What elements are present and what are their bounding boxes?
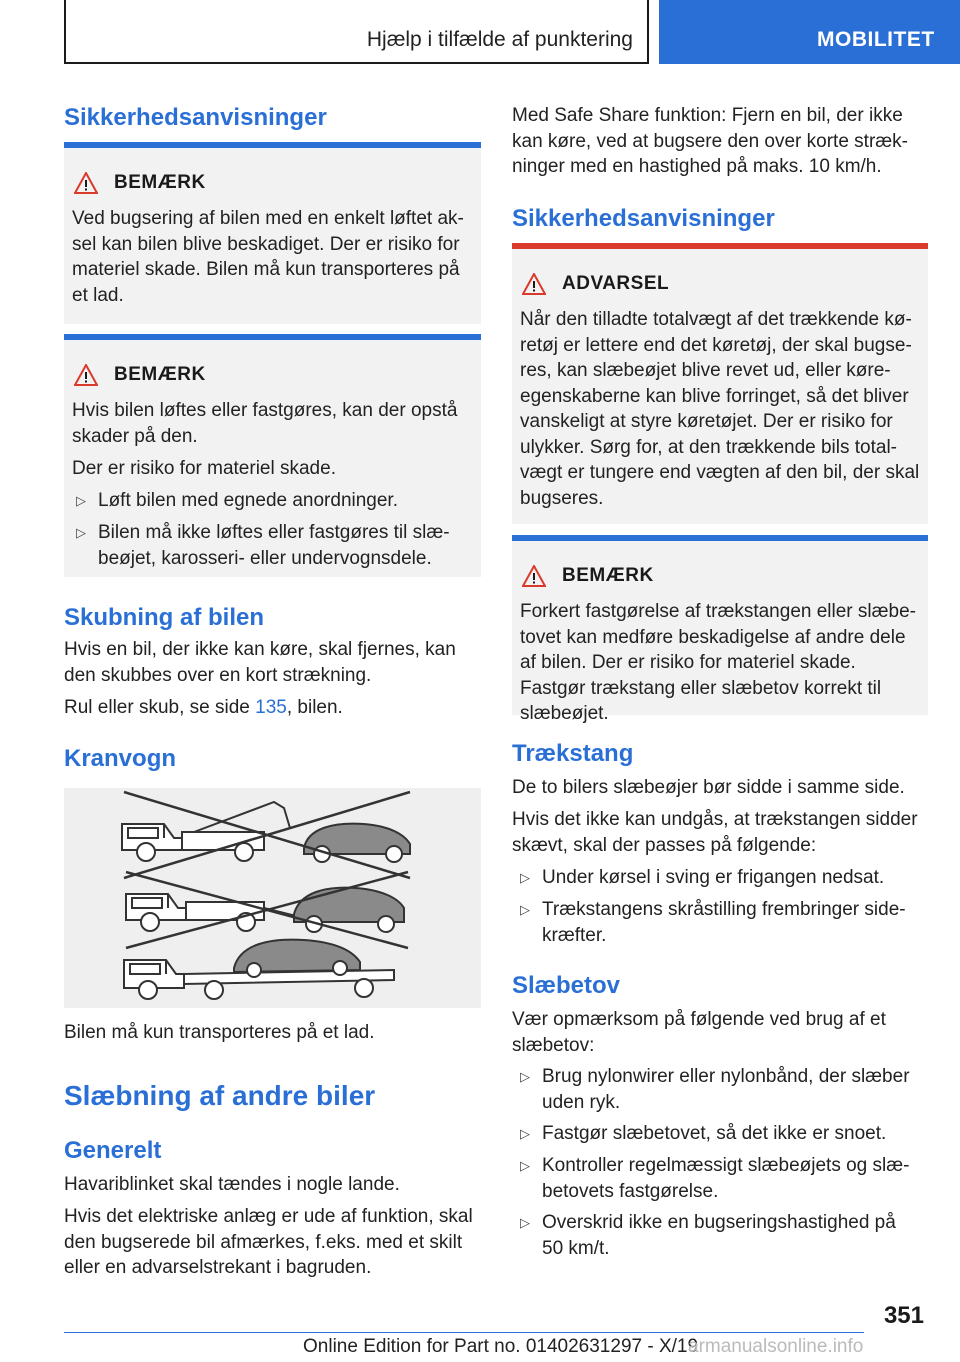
note-box-1-header <box>74 170 206 196</box>
note-box-3-text: Forkert fastgørelse af trækstangen eller slæbe-tovet kan medføre beskadigelse af andre dele af bilen. Der er risiko for materiel skade. Fastgør trækstang eller slæbetov korrekt til slæbeøjet. <box>520 601 916 724</box>
triangle-right-icon: ▷ <box>76 493 86 508</box>
footer-divider <box>64 1332 864 1333</box>
push-text-2: Rul eller skub, se side 135, bilen. <box>64 697 343 718</box>
triangle-right-icon: ▷ <box>520 902 530 917</box>
warning-triangle-icon <box>74 364 98 386</box>
note-box-1 <box>64 142 481 324</box>
list-item: ▷ Kontroller regelmæssigt slæbeøjets og slæ-betovets fastgørelse. <box>520 1155 910 1202</box>
warning-triangle-icon <box>522 273 546 295</box>
heading-tow-bar: Trækstang <box>512 740 634 767</box>
list-item: ▷ Løft bilen med egnede anordninger. <box>68 488 468 514</box>
triangle-right-icon: ▷ <box>520 870 530 885</box>
warning-box <box>512 243 928 524</box>
chapter-title: Hjælp i tilfælde af punktering <box>366 28 633 51</box>
heading-crane: Kranvogn <box>64 745 177 772</box>
heading-general: Generelt <box>64 1137 162 1164</box>
list-item: ▷ Fastgør slæbetovet, så det ikke er snoet. <box>512 1121 922 1147</box>
list-item: ▷ Brug nylonwirer eller nylonbånd, der slæber uden ryk. <box>520 1066 910 1113</box>
tow-truck-figure <box>64 788 481 1008</box>
crane-caption: Bilen må kun transporteres på et lad. <box>64 1022 375 1043</box>
general-text-2: Hvis det elektriske anlæg er ude af funktion, skal den bugserede bil afmærkes, f.eks. med et skilt eller en advarselstrekant i bagruden. <box>64 1206 473 1278</box>
section-tab <box>659 0 960 64</box>
note-box-1-label: BEMÆRK <box>114 172 206 193</box>
heading-tow-rope: Slæbetov <box>512 972 621 999</box>
heading-push: Skubning af bilen <box>64 604 265 631</box>
list-item: ▷ Overskrid ikke en bugseringshastighed på 50 km/t. <box>520 1212 896 1259</box>
triangle-right-icon: ▷ <box>520 1215 530 1230</box>
triangle-right-icon: ▷ <box>520 1069 530 1084</box>
warning-box-text: Når den tilladte totalvægt af det trækkende kø-retøj er lettere end det køretøj, der skal bugse-res, kan slæbeøjet blive revet ud, eller køre-egenskaberne kan blive forringet, så det bliver vanskeligt at styre køretøjet. Der er risiko for ulykker. Sørg for, at den trækkende bils total-vægt er tungere end vægten af den bil, der skal bugseres. <box>520 309 920 509</box>
header-frame <box>64 0 649 64</box>
push-text-1: Hvis en bil, der ikke kan køre, skal fjernes, kan den skubbes over en kort strækning. <box>64 639 456 686</box>
general-text-1: Havariblinket skal tændes i nogle lande. <box>64 1174 400 1195</box>
heading-safety-right: Sikkerhedsanvisninger <box>512 205 775 232</box>
tow-bar-text-1: De to bilers slæbeøjer bør sidde i samme side. <box>512 777 905 798</box>
safe-share-text: Med Safe Share funktion: Fjern en bil, der ikke kan køre, ved at bugsere den over korte stræk-ninger med en hastighed på maks. 10 km/h. <box>512 105 909 177</box>
heading-towing: Slæbning af andre biler <box>64 1080 376 1111</box>
note-box-2-header <box>74 362 206 388</box>
watermark: armanualsonline.info <box>688 1336 864 1357</box>
triangle-right-icon: ▷ <box>520 1126 530 1141</box>
note-box-3-header <box>522 563 654 589</box>
edition-text: Online Edition for Part no. 01402631297 - X/19 <box>303 1336 699 1357</box>
tow-truck-illustration <box>64 788 481 1008</box>
warning-triangle-icon <box>74 172 98 194</box>
note-box-2-text-2: Der er risiko for materiel skade. <box>72 458 336 479</box>
note-box-2 <box>64 334 481 577</box>
warning-triangle-icon <box>522 565 546 587</box>
triangle-right-icon: ▷ <box>76 525 86 540</box>
warning-box-label: ADVARSEL <box>562 273 670 294</box>
section-tab-label: MOBILITET <box>817 28 935 51</box>
list-item: ▷ Bilen må ikke løftes eller fastgøres til slæ-beøjet, karosseri- eller undervognsdele. <box>76 522 450 569</box>
note-box-3 <box>512 535 928 724</box>
note-box-1-text: Ved bugsering af bilen med en enkelt løftet ak-sel kan bilen blive beskadiget. Der er risiko for materiel skade. Bilen må kun transporteres på et lad. <box>72 208 464 306</box>
tow-rope-text: Vær opmærksom på følgende ved brug af et slæbetov: <box>512 1009 886 1056</box>
warning-box-header <box>522 271 669 297</box>
note-box-2-label: BEMÆRK <box>114 364 206 385</box>
page-number: 351 <box>883 1302 924 1329</box>
list-item: ▷ Under kørsel i sving er frigangen nedsat. <box>512 865 922 891</box>
note-box-3-label: BEMÆRK <box>562 565 654 586</box>
heading-safety-left: Sikkerhedsanvisninger <box>64 104 327 131</box>
note-box-2-text-1: Hvis bilen løftes eller fastgøres, kan der opstå skader på den. <box>72 400 458 447</box>
triangle-right-icon: ▷ <box>520 1158 530 1173</box>
list-item: ▷ Trækstangens skråstilling frembringer side-kræfter. <box>520 899 906 946</box>
tow-bar-text-2: Hvis det ikke kan undgås, at trækstangen sidder skævt, skal der passes på følgende: <box>512 809 918 856</box>
page-link[interactable]: 135 <box>255 697 287 718</box>
